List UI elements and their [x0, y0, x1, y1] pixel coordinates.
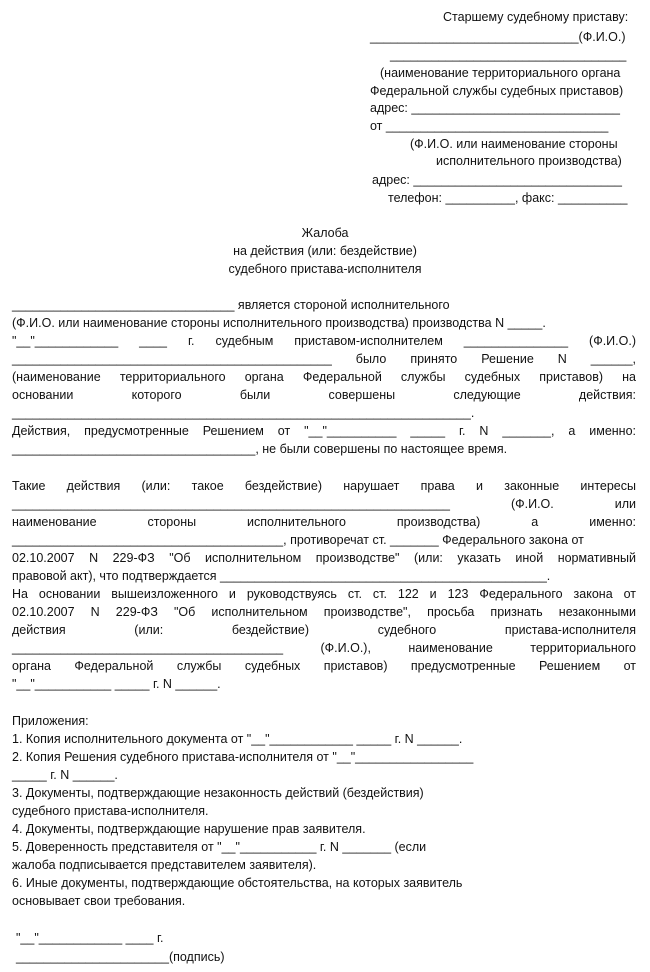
body-line: ______________________________________________ было принято Решение N ______,	[12, 352, 636, 366]
signature-date-line: "__"____________ ____ г.	[16, 931, 164, 945]
sender-phone-fax-field: телефон: __________, факс: __________	[388, 191, 628, 205]
title-line-2: на действия (или: бездействие)	[233, 244, 417, 258]
body-line: 02.10.2007 N 229-ФЗ "Об исполнительном производстве", просьба признать незаконными	[12, 605, 636, 619]
title-line-3: судебного пристава-исполнителя	[228, 262, 422, 276]
sender-from-field: от ________________________________	[370, 119, 609, 133]
body-line: Такие действия (или: такое бездействие) нарушает права и законные интересы	[12, 479, 636, 493]
attachment-item: 5. Доверенность представителя от "__"___________ г. N _______ (если	[12, 840, 427, 854]
addressee-address-field: адрес: ______________________________	[370, 101, 620, 115]
body-line: _______________________________________, противоречат ст. _______ Федерального закона от	[12, 533, 584, 547]
body-line: (наименование территориального органа Федеральной службы судебных приставов) на	[12, 370, 636, 384]
sender-hint-1: (Ф.И.О. или наименование стороны	[410, 137, 618, 151]
body-line: действия (или: бездействие) судебного пристава-исполнителя	[12, 623, 636, 637]
sender-address-field: адрес: ______________________________	[372, 173, 622, 187]
body-line: __________________________________________________________________.	[12, 406, 475, 420]
attachment-item: _____ г. N ______.	[12, 768, 118, 782]
body-line: наименование стороны исполнительного производства) а именно:	[12, 515, 636, 529]
attachment-item: 2. Копия Решения судебного пристава-исполнителя от "__"_________________	[12, 750, 474, 764]
body-line: основании которого были совершены следующие действия:	[12, 388, 636, 402]
attachment-item: судебного пристава-исполнителя.	[12, 804, 209, 818]
body-line: ________________________________ является стороной исполнительного	[12, 298, 450, 312]
attachment-item: 4. Документы, подтверждающие нарушение прав заявителя.	[12, 822, 366, 836]
addressee-title: Старшему судебному приставу:	[443, 10, 629, 24]
addressee-hint-2: Федеральной службы судебных приставов)	[370, 84, 624, 98]
addressee-blank-line: __________________________________	[390, 48, 627, 62]
body-line: Действия, предусмотренные Решением от "__"__________ _____ г. N _______, а именно:	[12, 424, 636, 438]
body-line: На основании вышеизложенного и руководствуясь ст. ст. 122 и 123 Федерального закона от	[12, 587, 636, 601]
title-line-1: Жалоба	[301, 226, 349, 240]
attachment-item: основывает свои требования.	[12, 894, 186, 908]
body-line: органа Федеральной службы судебных приставов) предусмотренные Решением от	[12, 659, 636, 673]
body-line: правовой акт), что подтверждается _______________________________________________.	[12, 569, 551, 583]
attachments-heading: Приложения:	[12, 714, 89, 728]
addressee-hint-1: (наименование территориального органа	[380, 66, 621, 80]
attachment-item: 6. Иные документы, подтверждающие обстоятельства, на которых заявитель	[12, 876, 463, 890]
attachment-item: 3. Документы, подтверждающие незаконность действий (бездействия)	[12, 786, 424, 800]
body-line: "__"___________ _____ г. N ______.	[12, 677, 221, 691]
attachment-item: 1. Копия исполнительного документа от "__"____________ _____ г. N ______.	[12, 732, 463, 746]
attachment-item: жалоба подписывается представителем заявителя).	[12, 858, 317, 872]
signature-sign-line: ______________________(подпись)	[16, 950, 225, 964]
body-line: _______________________________________________________________ (Ф.И.О. или	[12, 497, 636, 511]
body-line: _______________________________________ (Ф.И.О.), наименование территориального	[12, 641, 636, 655]
body-line: 02.10.2007 N 229-ФЗ "Об исполнительном производстве" (или: указать иной нормативный	[12, 551, 636, 565]
body-line: "__"____________ ____ г. судебным приставом-исполнителем _______________ (Ф.И.О.)	[12, 334, 636, 348]
addressee-fio-field: ______________________________(Ф.И.О.)	[370, 30, 626, 44]
body-line: ___________________________________, не были совершены по настоящее время.	[12, 442, 508, 456]
body-line: (Ф.И.О. или наименование стороны исполнительного производства) производства N _____.	[12, 316, 546, 330]
sender-hint-2: исполнительного производства)	[436, 154, 622, 168]
